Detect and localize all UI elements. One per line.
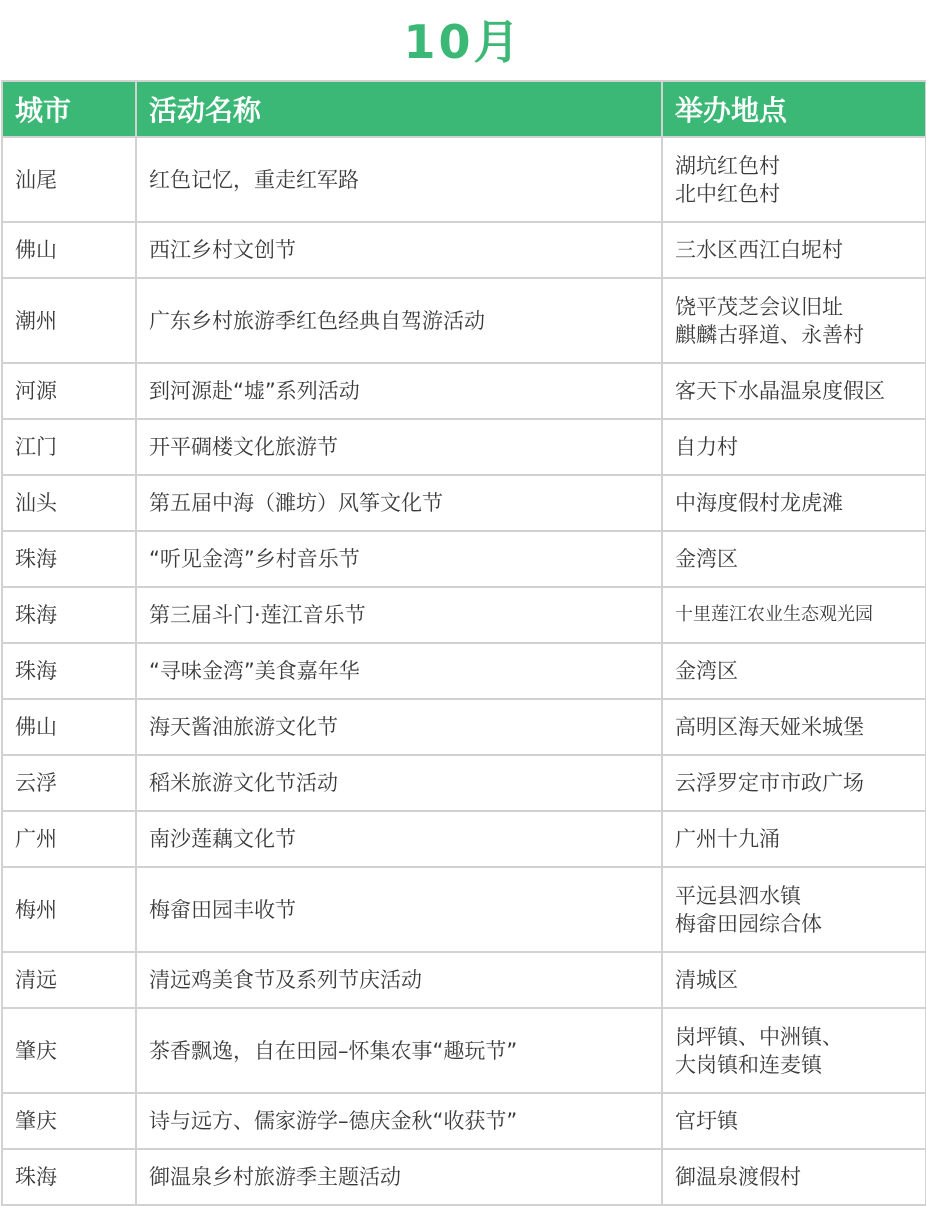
- location-cell: [662, 699, 926, 755]
- city-cell: 汕头: [2, 475, 136, 531]
- event-name-cell: 到河源赴“墟”系列活动: [136, 363, 662, 419]
- event-name-cell: 红色记忆，重走红军路: [136, 137, 662, 222]
- location-line: 湖坑红色村: [675, 153, 780, 178]
- table-header-row: [2, 81, 926, 137]
- event-name-cell: 海天酱油旅游文化节: [136, 699, 662, 755]
- city-cell: 河源: [2, 363, 136, 419]
- event-name-cell: 茶香飘逸，自在田园–怀集农事“趣玩节”: [136, 1008, 662, 1093]
- location-cell: [662, 222, 926, 278]
- location-cell: [662, 587, 926, 643]
- location-cell: [662, 475, 926, 531]
- location-line: 饶平茂芝会议旧址: [675, 294, 843, 319]
- location-cell: [662, 755, 926, 811]
- table-row: [2, 643, 926, 699]
- city-cell: 清远: [2, 952, 136, 1008]
- table-row: [2, 363, 926, 419]
- location-line: 麒麟古驿道、永善村: [675, 322, 864, 347]
- table-row: [2, 137, 926, 222]
- location-cell: [662, 531, 926, 587]
- location-cell: [662, 643, 926, 699]
- table-row: [2, 475, 926, 531]
- location-line: 清城区: [675, 968, 738, 992]
- location-cell: [662, 419, 926, 475]
- location-line: 岗坪镇、中洲镇、: [675, 1024, 843, 1049]
- city-cell: 肇庆: [2, 1008, 136, 1093]
- event-name-cell: “听见金湾”乡村音乐节: [136, 531, 662, 587]
- table-row: [2, 419, 926, 475]
- event-name-cell: 稻米旅游文化节活动: [136, 755, 662, 811]
- city-cell: 江门: [2, 419, 136, 475]
- location-line: 客天下水晶温泉度假区: [675, 379, 885, 403]
- table-row: [2, 1149, 926, 1205]
- event-name-cell: 清远鸡美食节及系列节庆活动: [136, 952, 662, 1008]
- location-line: 梅畲田园综合体: [675, 911, 822, 936]
- location-line: 广州十九涌: [675, 827, 780, 851]
- location-cell: [662, 1008, 926, 1093]
- table-row: [2, 699, 926, 755]
- location-cell: [662, 363, 926, 419]
- city-cell: 佛山: [2, 699, 136, 755]
- location-cell: [662, 867, 926, 952]
- table-row: [2, 867, 926, 952]
- table-row: [2, 1093, 926, 1149]
- city-cell: 广州: [2, 811, 136, 867]
- location-cell: [662, 952, 926, 1008]
- page-title: 10月: [403, 15, 523, 69]
- event-name-cell: 开平碉楼文化旅游节: [136, 419, 662, 475]
- table-row: [2, 278, 926, 363]
- column-header-event: 活动名称: [136, 81, 662, 137]
- table-row: [2, 531, 926, 587]
- location-line: 金湾区: [675, 547, 738, 571]
- location-line: 云浮罗定市市政广场: [675, 771, 864, 795]
- table-row: [2, 755, 926, 811]
- city-cell: 珠海: [2, 643, 136, 699]
- location-line: 高明区海天娅米城堡: [675, 715, 864, 739]
- table-row: [2, 222, 926, 278]
- table-row: [2, 811, 926, 867]
- location-line: 官圩镇: [675, 1109, 738, 1133]
- city-cell: 潮州: [2, 278, 136, 363]
- city-cell: 佛山: [2, 222, 136, 278]
- location-cell: [662, 1149, 926, 1205]
- event-name-cell: 第三届斗门·莲江音乐节: [136, 587, 662, 643]
- event-name-cell: 广东乡村旅游季红色经典自驾游活动: [136, 278, 662, 363]
- location-cell: [662, 278, 926, 363]
- city-cell: 珠海: [2, 587, 136, 643]
- city-cell: 汕尾: [2, 137, 136, 222]
- location-cell: [662, 1093, 926, 1149]
- table-body: [2, 137, 926, 1205]
- event-name-cell: 诗与远方、儒家游学–德庆金秋“收获节”: [136, 1093, 662, 1149]
- location-line: 三水区西江白坭村: [675, 238, 843, 262]
- table-row: [2, 952, 926, 1008]
- location-cell: [662, 137, 926, 222]
- city-cell: 珠海: [2, 531, 136, 587]
- event-name-cell: 御温泉乡村旅游季主题活动: [136, 1149, 662, 1205]
- event-name-cell: 第五届中海（濉坊）风筝文化节: [136, 475, 662, 531]
- location-line: 金湾区: [675, 659, 738, 683]
- event-name-cell: “寻味金湾”美食嘉年华: [136, 643, 662, 699]
- city-cell: 珠海: [2, 1149, 136, 1205]
- location-line: 平远县泗水镇: [675, 883, 801, 908]
- city-cell: 云浮: [2, 755, 136, 811]
- city-cell: 肇庆: [2, 1093, 136, 1149]
- event-name-cell: 西江乡村文创节: [136, 222, 662, 278]
- event-name-cell: 南沙莲藕文化节: [136, 811, 662, 867]
- column-header-city: 城市: [2, 81, 136, 137]
- table-row: [2, 1008, 926, 1093]
- location-line: 大岗镇和连麦镇: [675, 1052, 822, 1077]
- table-row: [2, 587, 926, 643]
- event-name-cell: 梅畲田园丰收节: [136, 867, 662, 952]
- location-line: 十里莲江农业生态观光园: [675, 604, 873, 625]
- events-table: [1, 80, 926, 1206]
- location-line: 北中红色村: [675, 181, 780, 206]
- location-cell: [662, 811, 926, 867]
- column-header-location: 举办地点: [662, 81, 926, 137]
- location-line: 自力村: [675, 435, 738, 459]
- city-cell: 梅州: [2, 867, 136, 952]
- location-line: 御温泉渡假村: [675, 1165, 801, 1189]
- location-line: 中海度假村龙虎滩: [675, 491, 843, 515]
